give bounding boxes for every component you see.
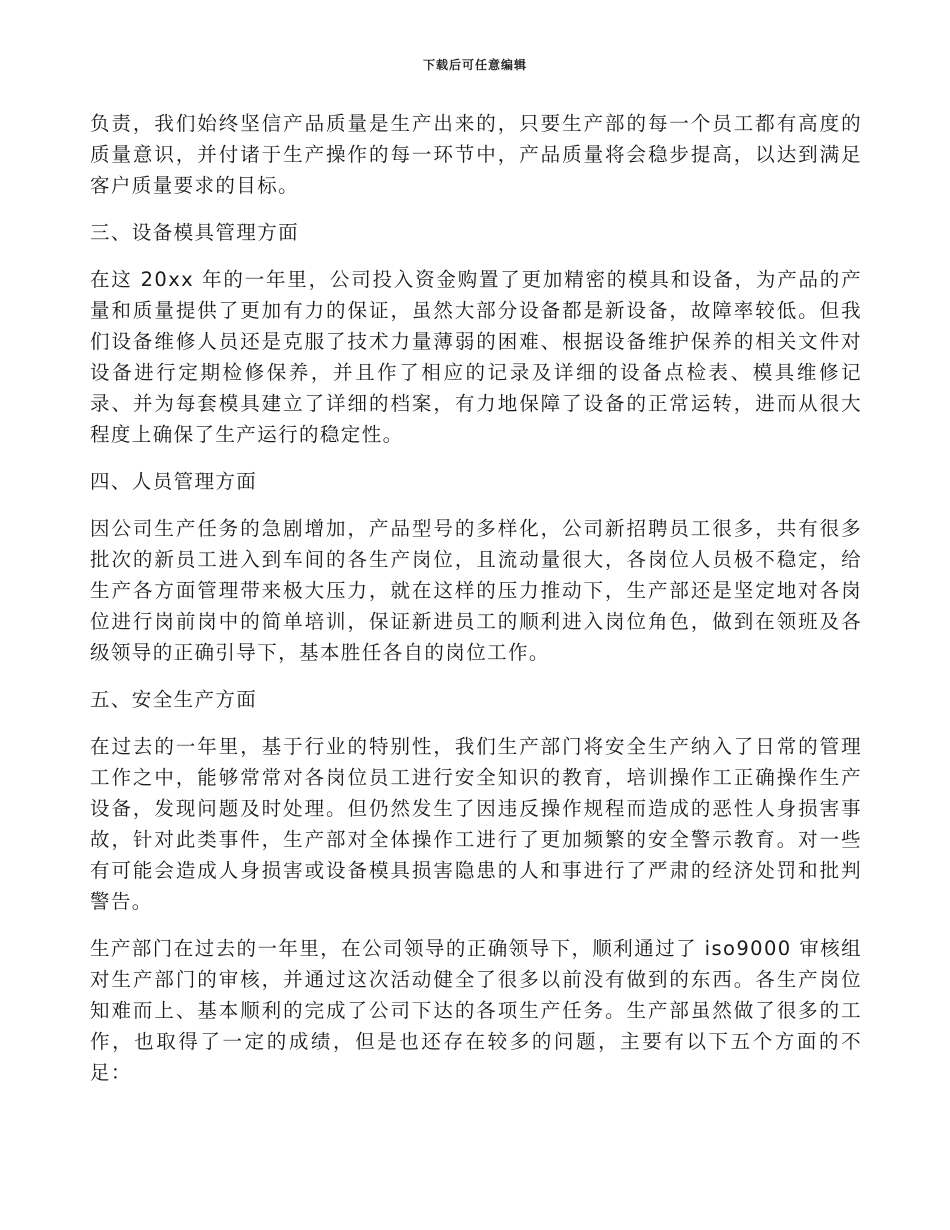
paragraph-safety-production: 在过去的一年里，基于行业的特别性，我们生产部门将安全生产纳入了日常的管理工作之中，能够常常对各岗位员工进行安全知识的教育，培训操作工正确操作生产设备，发现问题及时处理。但仍然发生了因违反操作规程而造成的恶性人身损害事故，针对此类事件，生产部对全体操作工进行了更加频繁的安全警示教育。对一些有可能会造成人身损害或设备模具损害隐患的人和事进行了严肃的经济处罚和批判警告。 [90, 735, 862, 913]
section-heading-personnel: 四、人员管理方面 [90, 470, 258, 493]
paragraph-summary: 生产部门在过去的一年里，在公司领导的正确领导下，顺利通过了 iso9000 审核组对生产部门的审核，并通过这次活动健全了很多以前没有做到的东西。各生产岗位知难而上、基本顺利的完成了公司下达的各项生产任务。生产部虽然做了很多的工作，也取得了一定的成绩，但是也还存在较多的问题，主要有以下五个方面的不足： [90, 937, 862, 1084]
section-heading-safety: 五、安全生产方面 [90, 688, 258, 711]
section-heading-equipment: 三、设备模具管理方面 [90, 221, 300, 244]
paragraph-quality-responsibility: 负责，我们始终坚信产品质量是生产出来的，只要生产部的每一个员工都有高度的质量意识，并付诸于生产操作的每一环节中，产品质量将会稳步提高，以达到满足客户质量要求的目标。 [90, 112, 862, 197]
document-body [90, 108, 862, 1104]
paragraph-equipment-management: 在这 20xx 年的一年里，公司投入资金购置了更加精密的模具和设备，为产品的产量和质量提供了更加有力的保证，虽然大部分设备都是新设备，故障率较低。但我们设备维修人员还是克服了技术力量薄弱的困难、根据设备维护保养的相关文件对设备进行定期检修保养，并且作了相应的记录及详细的设备点检表、模具维修记录、并为每套模具建立了详细的档案，有力地保障了设备的正常运转，进而从很大程度上确保了生产运行的稳定性。 [90, 268, 862, 446]
paragraph-personnel-management: 因公司生产任务的急剧增加，产品型号的多样化，公司新招聘员工很多，共有很多批次的新员工进入到车间的各生产岗位，且流动量很大，各岗位人员极不稳定，给生产各方面管理带来极大压力，就在这样的压力推动下，生产部还是坚定地对各岗位进行岗前岗中的简单培训，保证新进员工的顺利进入岗位角色，做到在领班及各级领导的正确引导下，基本胜任各自的岗位工作。 [90, 517, 862, 664]
page-header: 下载后可任意编辑 [422, 58, 527, 72]
